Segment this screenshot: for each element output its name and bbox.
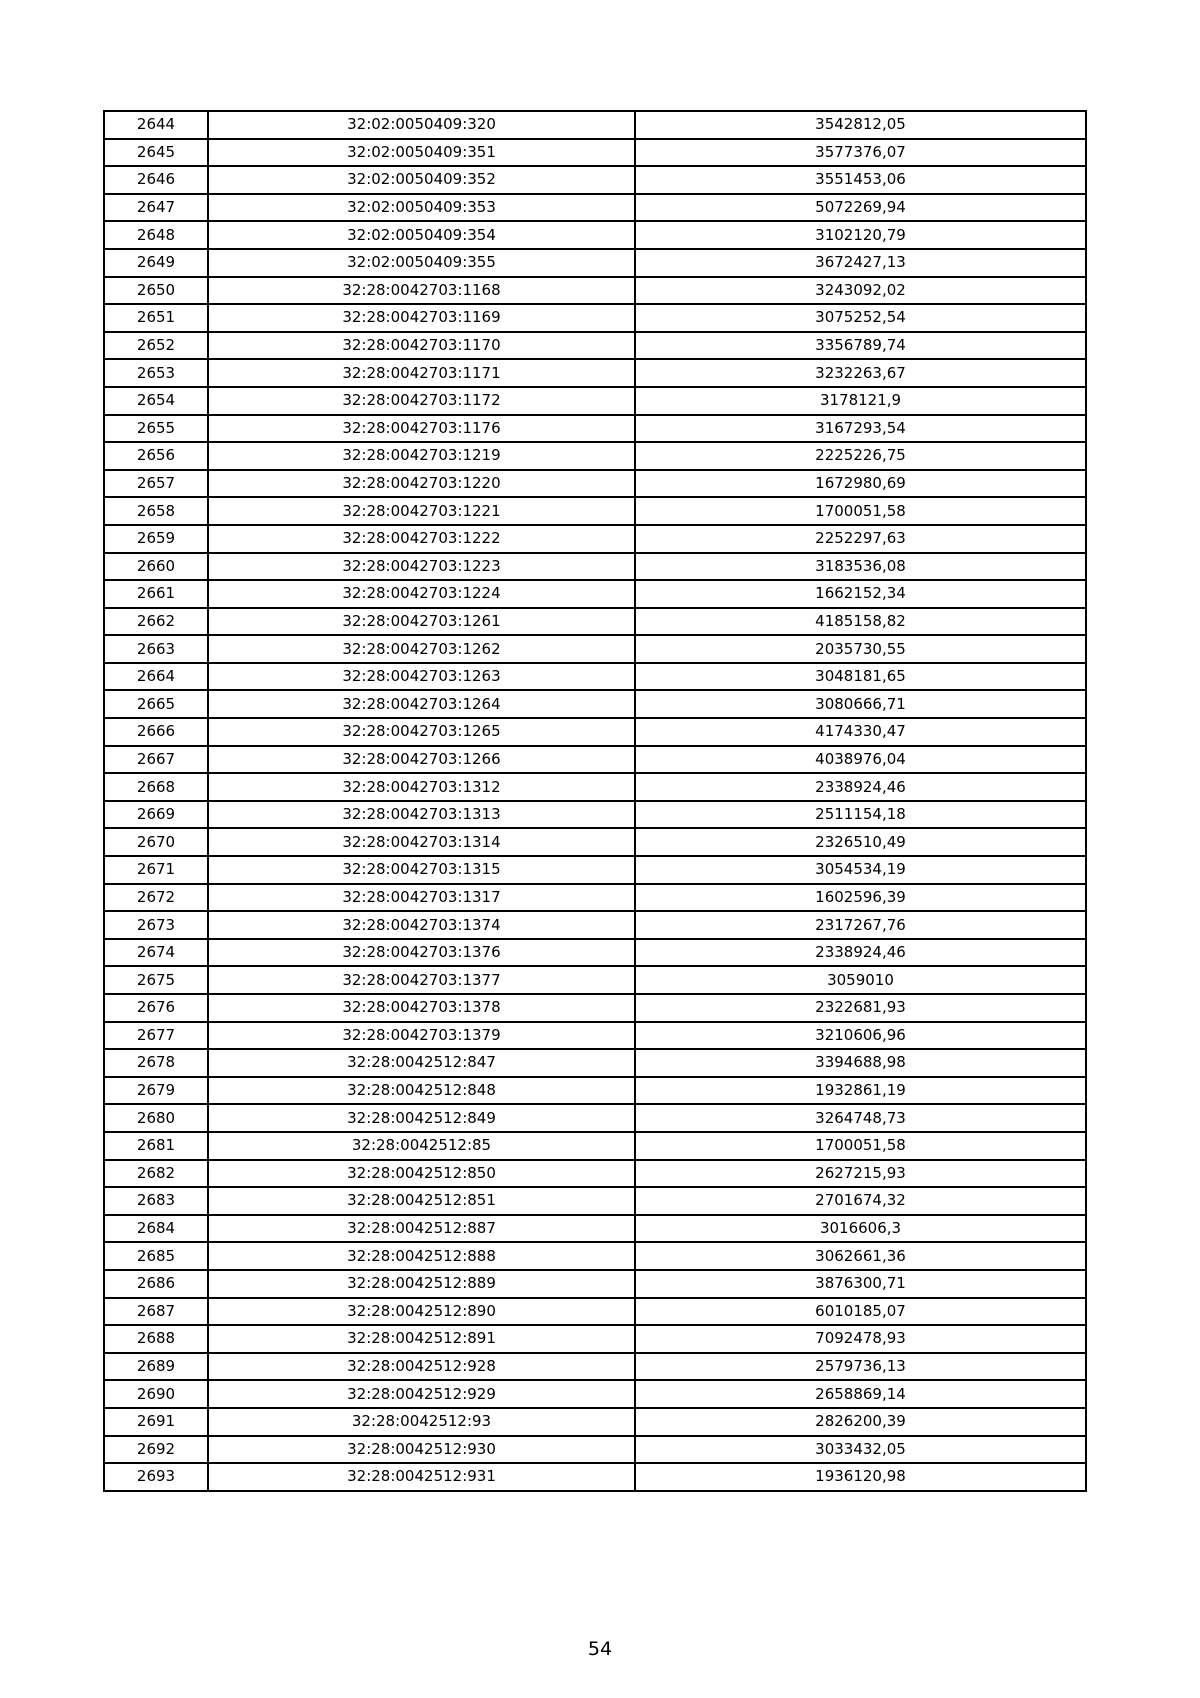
table-row — [104, 1187, 1086, 1215]
row-number-cell: 2691 — [104, 1408, 208, 1436]
data-table — [103, 110, 1087, 1492]
row-number-cell: 2674 — [104, 939, 208, 967]
value-cell: 1700051,58 — [635, 1132, 1086, 1160]
value-cell: 7092478,93 — [635, 1325, 1086, 1353]
table-row — [104, 111, 1086, 139]
row-number-cell: 2680 — [104, 1104, 208, 1132]
row-number-cell: 2652 — [104, 332, 208, 360]
cadastral-number-cell: 32:28:0042703:1263 — [208, 663, 635, 691]
cadastral-number-cell: 32:28:0042512:888 — [208, 1242, 635, 1270]
row-number-cell: 2690 — [104, 1380, 208, 1408]
table-row — [104, 387, 1086, 415]
row-number-cell: 2678 — [104, 1049, 208, 1077]
cadastral-number-cell: 32:28:0042703:1378 — [208, 994, 635, 1022]
cadastral-number-cell: 32:28:0042703:1176 — [208, 415, 635, 443]
cadastral-number-cell: 32:28:0042703:1262 — [208, 635, 635, 663]
cadastral-number-cell: 32:28:0042703:1317 — [208, 884, 635, 912]
value-cell: 3243092,02 — [635, 277, 1086, 305]
row-number-cell: 2675 — [104, 966, 208, 994]
cadastral-number-cell: 32:02:0050409:353 — [208, 194, 635, 222]
row-number-cell: 2693 — [104, 1463, 208, 1491]
cadastral-number-cell: 32:28:0042703:1261 — [208, 608, 635, 636]
value-cell: 3542812,05 — [635, 111, 1086, 139]
value-cell: 1700051,58 — [635, 497, 1086, 525]
table-row — [104, 1104, 1086, 1132]
table-row — [104, 277, 1086, 305]
table-row — [104, 139, 1086, 167]
value-cell: 3048181,65 — [635, 663, 1086, 691]
row-number-cell: 2665 — [104, 690, 208, 718]
cadastral-number-cell: 32:28:0042703:1221 — [208, 497, 635, 525]
value-cell: 3264748,73 — [635, 1104, 1086, 1132]
cadastral-number-cell: 32:28:0042512:85 — [208, 1132, 635, 1160]
table-row — [104, 635, 1086, 663]
cadastral-number-cell: 32:02:0050409:320 — [208, 111, 635, 139]
cadastral-number-cell: 32:28:0042703:1220 — [208, 470, 635, 498]
row-number-cell: 2677 — [104, 1022, 208, 1050]
row-number-cell: 2648 — [104, 221, 208, 249]
row-number-cell: 2645 — [104, 139, 208, 167]
row-number-cell: 2682 — [104, 1160, 208, 1188]
page-number: 54 — [587, 1638, 613, 1660]
table-row — [104, 304, 1086, 332]
row-number-cell: 2679 — [104, 1077, 208, 1105]
cadastral-number-cell: 32:28:0042512:890 — [208, 1298, 635, 1326]
table-row — [104, 1408, 1086, 1436]
cadastral-number-cell: 32:28:0042512:848 — [208, 1077, 635, 1105]
cadastral-number-cell: 32:28:0042703:1374 — [208, 911, 635, 939]
value-cell: 2225226,75 — [635, 442, 1086, 470]
value-cell: 3210606,96 — [635, 1022, 1086, 1050]
value-cell: 1602596,39 — [635, 884, 1086, 912]
value-cell: 3178121,9 — [635, 387, 1086, 415]
table-row — [104, 939, 1086, 967]
cadastral-number-cell: 32:28:0042703:1312 — [208, 773, 635, 801]
row-number-cell: 2683 — [104, 1187, 208, 1215]
value-cell: 4185158,82 — [635, 608, 1086, 636]
table-row — [104, 553, 1086, 581]
table-row — [104, 663, 1086, 691]
value-cell: 2338924,46 — [635, 773, 1086, 801]
table-row — [104, 470, 1086, 498]
table-row — [104, 884, 1086, 912]
cadastral-number-cell: 32:28:0042703:1171 — [208, 359, 635, 387]
table-row — [104, 718, 1086, 746]
table-body — [104, 111, 1086, 1491]
value-cell: 3102120,79 — [635, 221, 1086, 249]
row-number-cell: 2649 — [104, 249, 208, 277]
table-row — [104, 497, 1086, 525]
cadastral-number-cell: 32:02:0050409:351 — [208, 139, 635, 167]
cadastral-number-cell: 32:28:0042512:928 — [208, 1353, 635, 1381]
cadastral-number-cell: 32:28:0042703:1265 — [208, 718, 635, 746]
value-cell: 2511154,18 — [635, 801, 1086, 829]
table-row — [104, 221, 1086, 249]
row-number-cell: 2650 — [104, 277, 208, 305]
value-cell: 3551453,06 — [635, 166, 1086, 194]
value-cell: 6010185,07 — [635, 1298, 1086, 1326]
cadastral-number-cell: 32:28:0042703:1264 — [208, 690, 635, 718]
table-row — [104, 1022, 1086, 1050]
cadastral-number-cell: 32:28:0042512:929 — [208, 1380, 635, 1408]
row-number-cell: 2666 — [104, 718, 208, 746]
table-row — [104, 1160, 1086, 1188]
row-number-cell: 2681 — [104, 1132, 208, 1160]
value-cell: 3394688,98 — [635, 1049, 1086, 1077]
value-cell: 3016606,3 — [635, 1215, 1086, 1243]
cadastral-number-cell: 32:28:0042703:1219 — [208, 442, 635, 470]
cadastral-number-cell: 32:28:0042512:847 — [208, 1049, 635, 1077]
value-cell: 2579736,13 — [635, 1353, 1086, 1381]
table-row — [104, 1353, 1086, 1381]
row-number-cell: 2671 — [104, 856, 208, 884]
value-cell: 1932861,19 — [635, 1077, 1086, 1105]
cadastral-number-cell: 32:28:0042703:1172 — [208, 387, 635, 415]
value-cell: 2035730,55 — [635, 635, 1086, 663]
table-row — [104, 1242, 1086, 1270]
value-cell: 3183536,08 — [635, 553, 1086, 581]
value-cell: 3059010 — [635, 966, 1086, 994]
value-cell: 2252297,63 — [635, 525, 1086, 553]
row-number-cell: 2664 — [104, 663, 208, 691]
value-cell: 3033432,05 — [635, 1436, 1086, 1464]
row-number-cell: 2668 — [104, 773, 208, 801]
value-cell: 3075252,54 — [635, 304, 1086, 332]
row-number-cell: 2692 — [104, 1436, 208, 1464]
value-cell: 3080666,71 — [635, 690, 1086, 718]
table-row — [104, 1325, 1086, 1353]
table-row — [104, 1270, 1086, 1298]
cadastral-number-cell: 32:28:0042703:1168 — [208, 277, 635, 305]
cadastral-number-cell: 32:28:0042703:1313 — [208, 801, 635, 829]
row-number-cell: 2669 — [104, 801, 208, 829]
table-row — [104, 1132, 1086, 1160]
table-row — [104, 166, 1086, 194]
value-cell: 3577376,07 — [635, 139, 1086, 167]
cadastral-number-cell: 32:28:0042703:1170 — [208, 332, 635, 360]
cadastral-number-cell: 32:28:0042703:1315 — [208, 856, 635, 884]
table-row — [104, 746, 1086, 774]
value-cell: 1672980,69 — [635, 470, 1086, 498]
table-row — [104, 773, 1086, 801]
row-number-cell: 2646 — [104, 166, 208, 194]
value-cell: 3356789,74 — [635, 332, 1086, 360]
cadastral-number-cell: 32:28:0042703:1169 — [208, 304, 635, 332]
cadastral-number-cell: 32:28:0042703:1224 — [208, 580, 635, 608]
table-row — [104, 442, 1086, 470]
value-cell: 2326510,49 — [635, 828, 1086, 856]
table-row — [104, 332, 1086, 360]
table-row — [104, 690, 1086, 718]
table-row — [104, 525, 1086, 553]
row-number-cell: 2667 — [104, 746, 208, 774]
cadastral-number-cell: 32:02:0050409:355 — [208, 249, 635, 277]
cadastral-number-cell: 32:28:0042703:1266 — [208, 746, 635, 774]
table-row — [104, 415, 1086, 443]
row-number-cell: 2656 — [104, 442, 208, 470]
value-cell: 1662152,34 — [635, 580, 1086, 608]
table-row — [104, 1463, 1086, 1491]
row-number-cell: 2661 — [104, 580, 208, 608]
table-row — [104, 249, 1086, 277]
row-number-cell: 2684 — [104, 1215, 208, 1243]
cadastral-number-cell: 32:28:0042703:1379 — [208, 1022, 635, 1050]
row-number-cell: 2659 — [104, 525, 208, 553]
row-number-cell: 2651 — [104, 304, 208, 332]
cadastral-number-cell: 32:02:0050409:354 — [208, 221, 635, 249]
value-cell: 3672427,13 — [635, 249, 1086, 277]
row-number-cell: 2688 — [104, 1325, 208, 1353]
table-row — [104, 194, 1086, 222]
cadastral-number-cell: 32:28:0042512:887 — [208, 1215, 635, 1243]
value-cell: 5072269,94 — [635, 194, 1086, 222]
table-row — [104, 359, 1086, 387]
table-row — [104, 608, 1086, 636]
cadastral-number-cell: 32:02:0050409:352 — [208, 166, 635, 194]
table-row — [104, 1298, 1086, 1326]
value-cell: 3876300,71 — [635, 1270, 1086, 1298]
row-number-cell: 2644 — [104, 111, 208, 139]
value-cell: 3062661,36 — [635, 1242, 1086, 1270]
value-cell: 1936120,98 — [635, 1463, 1086, 1491]
cadastral-number-cell: 32:28:0042512:849 — [208, 1104, 635, 1132]
value-cell: 3054534,19 — [635, 856, 1086, 884]
cadastral-number-cell: 32:28:0042703:1223 — [208, 553, 635, 581]
row-number-cell: 2670 — [104, 828, 208, 856]
cadastral-number-cell: 32:28:0042512:930 — [208, 1436, 635, 1464]
value-cell: 2338924,46 — [635, 939, 1086, 967]
table-row — [104, 911, 1086, 939]
cadastral-number-cell: 32:28:0042703:1376 — [208, 939, 635, 967]
table-row — [104, 1380, 1086, 1408]
cadastral-number-cell: 32:28:0042703:1222 — [208, 525, 635, 553]
row-number-cell: 2689 — [104, 1353, 208, 1381]
table-row — [104, 801, 1086, 829]
row-number-cell: 2658 — [104, 497, 208, 525]
cadastral-number-cell: 32:28:0042703:1314 — [208, 828, 635, 856]
cadastral-number-cell: 32:28:0042512:889 — [208, 1270, 635, 1298]
value-cell: 2322681,93 — [635, 994, 1086, 1022]
table-row — [104, 1049, 1086, 1077]
cadastral-number-cell: 32:28:0042512:931 — [208, 1463, 635, 1491]
value-cell: 2826200,39 — [635, 1408, 1086, 1436]
row-number-cell: 2660 — [104, 553, 208, 581]
cadastral-number-cell: 32:28:0042512:851 — [208, 1187, 635, 1215]
row-number-cell: 2653 — [104, 359, 208, 387]
value-cell: 3167293,54 — [635, 415, 1086, 443]
table-row — [104, 580, 1086, 608]
cadastral-number-cell: 32:28:0042512:850 — [208, 1160, 635, 1188]
row-number-cell: 2654 — [104, 387, 208, 415]
cadastral-number-cell: 32:28:0042512:93 — [208, 1408, 635, 1436]
row-number-cell: 2662 — [104, 608, 208, 636]
cadastral-number-cell: 32:28:0042703:1377 — [208, 966, 635, 994]
row-number-cell: 2686 — [104, 1270, 208, 1298]
table-row — [104, 1215, 1086, 1243]
value-cell: 2701674,32 — [635, 1187, 1086, 1215]
row-number-cell: 2673 — [104, 911, 208, 939]
row-number-cell: 2657 — [104, 470, 208, 498]
row-number-cell: 2647 — [104, 194, 208, 222]
row-number-cell: 2655 — [104, 415, 208, 443]
row-number-cell: 2685 — [104, 1242, 208, 1270]
table-row — [104, 994, 1086, 1022]
value-cell: 4038976,04 — [635, 746, 1086, 774]
table-row — [104, 1436, 1086, 1464]
row-number-cell: 2676 — [104, 994, 208, 1022]
value-cell: 2317267,76 — [635, 911, 1086, 939]
row-number-cell: 2672 — [104, 884, 208, 912]
cadastral-number-cell: 32:28:0042512:891 — [208, 1325, 635, 1353]
row-number-cell: 2687 — [104, 1298, 208, 1326]
table-row — [104, 1077, 1086, 1105]
table-row — [104, 966, 1086, 994]
table-row — [104, 828, 1086, 856]
row-number-cell: 2663 — [104, 635, 208, 663]
value-cell: 2627215,93 — [635, 1160, 1086, 1188]
value-cell: 2658869,14 — [635, 1380, 1086, 1408]
value-cell: 4174330,47 — [635, 718, 1086, 746]
value-cell: 3232263,67 — [635, 359, 1086, 387]
table-row — [104, 856, 1086, 884]
